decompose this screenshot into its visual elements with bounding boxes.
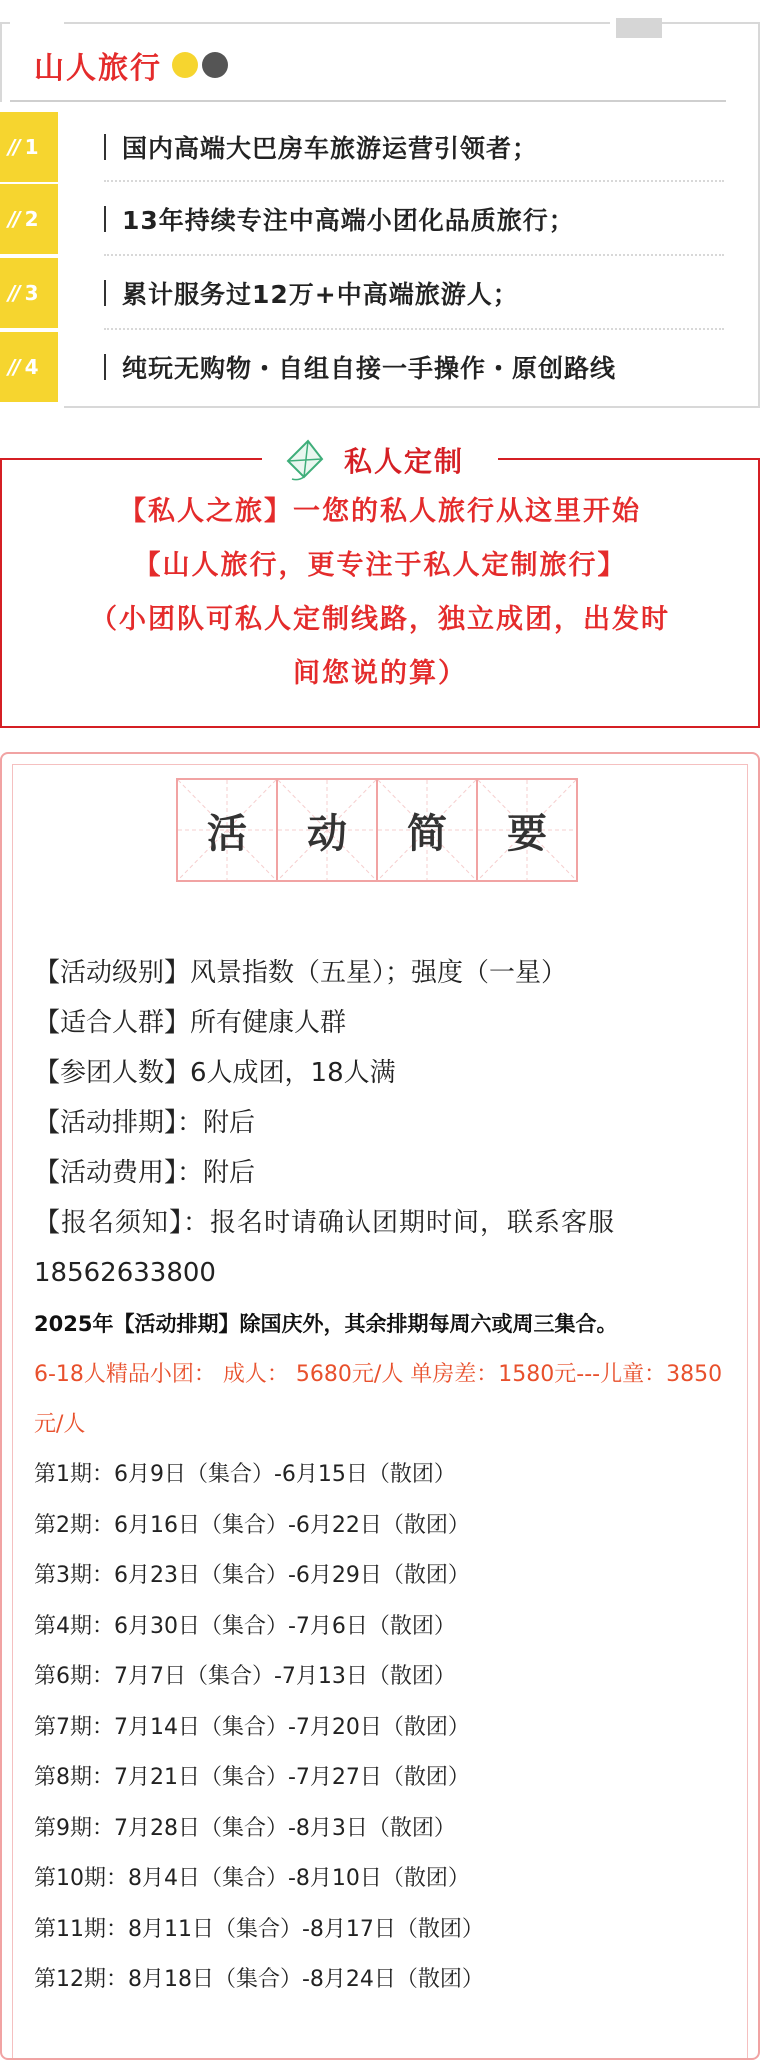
- summary-title-grid: [178, 778, 578, 882]
- kite-icon: [278, 437, 328, 483]
- custom-heading: [278, 438, 464, 482]
- title-char: 简: [407, 810, 447, 857]
- custom-line: 间您说的算）: [293, 658, 467, 689]
- feature-number-badge: // 2: [0, 184, 58, 254]
- feature-row-3: [0, 258, 760, 328]
- group-size: 【参团人数】6人成团，18人满: [34, 1058, 396, 1088]
- feature-number-badge: // 4: [0, 332, 58, 402]
- title-cell: [276, 778, 378, 882]
- feature-text: 国内高端大巴房车旅游运营引领者；: [122, 134, 539, 163]
- year-schedule-note: 2025年【活动排期】除国庆外，其余排期每周六或周三集合。: [34, 1312, 618, 1336]
- feature-separator: [104, 254, 724, 256]
- feature-text: 累计服务过12万+中高端旅游人；: [122, 280, 519, 309]
- brand-divider: [10, 100, 726, 102]
- period-item: 第10期：8月4日（集合）-8月10日（散团）: [34, 1866, 470, 1891]
- feature-number-badge: // 1: [0, 112, 58, 182]
- title-cell: [476, 778, 578, 882]
- feature-text: 13年持续专注中高端小团化品质旅行；: [122, 206, 575, 235]
- feature-separator: [104, 180, 724, 182]
- schedule-label: 【活动排期】：附后: [34, 1108, 256, 1138]
- title-char: 活: [207, 810, 247, 857]
- period-item: 第8期：7月21日（集合）-7月27日（散团）: [34, 1765, 470, 1790]
- brand-name: 山人旅行: [34, 51, 162, 86]
- custom-line: 【山人旅行，更专注于私人定制旅行】: [133, 550, 627, 581]
- period-item: 第12期：8月18日（集合）-8月24日（散团）: [34, 1967, 484, 1992]
- feature-number-badge: // 3: [0, 258, 58, 328]
- service-phone: 18562633800: [34, 1258, 216, 1288]
- yellow-dot-icon: [172, 52, 198, 78]
- period-item: 第1期：6月9日（集合）-6月15日（散团）: [34, 1462, 456, 1487]
- activity-level: 【活动级别】风景指数（五星）；强度（一星）: [34, 958, 568, 988]
- title-char: 动: [307, 810, 347, 857]
- custom-title: 私人定制: [344, 445, 465, 478]
- title-char: 要: [507, 810, 547, 857]
- dark-dot-icon: [202, 52, 228, 78]
- period-item: 第2期：6月16日（集合）-6月22日（散团）: [34, 1512, 470, 1538]
- period-item: 第9期：7月28日（集合）-8月3日（散团）: [34, 1815, 456, 1841]
- period-item: 第7期：7月14日（集合）-7月20日（散团）: [34, 1714, 470, 1740]
- fee-label: 【活动费用】：附后: [34, 1158, 256, 1188]
- summary-info: [34, 948, 734, 2006]
- intro-frame-corner: [0, 22, 10, 102]
- feature-row-1: [0, 112, 760, 182]
- price-info: 6-18人精品小团： 成人： 5680元/人 单房差：1580元---儿童：3850元/人: [34, 1362, 723, 1437]
- custom-box-top-left: [0, 458, 262, 460]
- feature-text: 纯玩无购物・自组自接一手操作・原创路线: [122, 354, 617, 383]
- intro-card: [0, 0, 760, 410]
- period-item: 第11期：8月11日（集合）-8月17日（散团）: [34, 1916, 484, 1942]
- custom-text: [40, 485, 720, 701]
- custom-line: （小团队可私人定制线路，独立成团，出发时: [90, 604, 670, 635]
- period-item: 第6期：7月7日（集合）-7月13日（散团）: [34, 1664, 456, 1689]
- suitable-crowd: 【适合人群】所有健康人群: [34, 1008, 347, 1038]
- feature-row-2: [0, 184, 760, 254]
- feature-row-4: [0, 332, 760, 402]
- period-item: 第3期：6月23日（集合）-6月29日（散团）: [34, 1563, 470, 1588]
- custom-line: 【私人之旅】一您的私人旅行从这里开始: [119, 496, 641, 527]
- period-item: 第4期：6月30日（集合）-7月6日（散团）: [34, 1613, 456, 1639]
- feature-separator: [104, 328, 724, 330]
- signup-notice: 【报名须知】：报名时请确认团期时间，联系客服: [34, 1208, 616, 1238]
- custom-box-top-right: [498, 458, 760, 460]
- gray-tab-decoration: [616, 18, 662, 38]
- title-cell: [376, 778, 478, 882]
- brand-heading: [34, 40, 228, 90]
- title-cell: [176, 778, 278, 882]
